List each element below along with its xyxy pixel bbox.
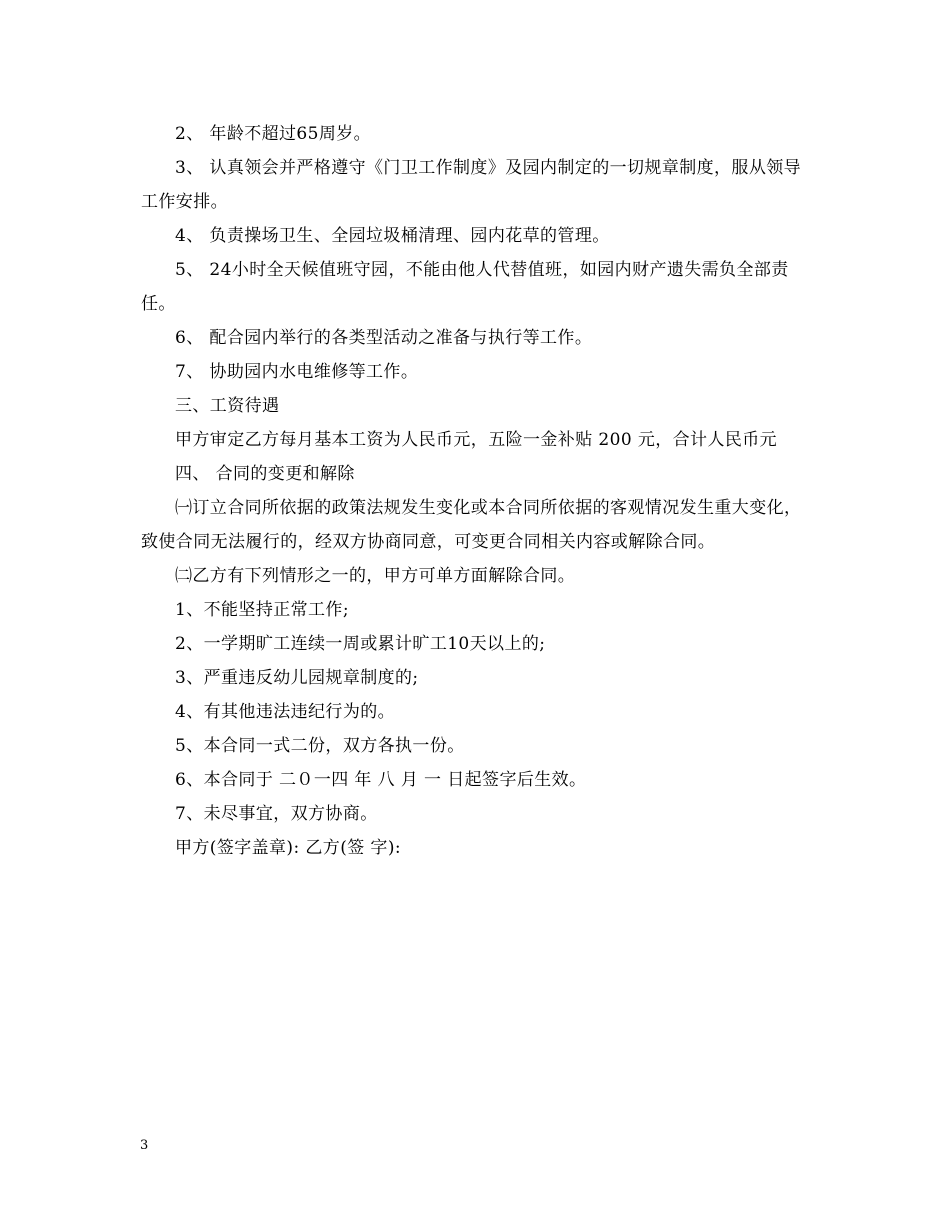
list-item-termination-1: 1、不能坚持正常工作; [175, 600, 349, 620]
paragraph-change-2: ㈡乙方有下列情形之一的，甲方可单方面解除合同。 [175, 566, 576, 586]
paragraph-change-1: ㈠订立合同所依据的政策法规发生变化或本合同所依据的客观情况发生重大变化，致使合同无法履行的，经双方协商同意，可变更合同相关内容或解除合同。 [141, 498, 802, 552]
list-item-copies: 5、本合同一式二份，双方各执一份。 [175, 736, 465, 756]
document-body [141, 117, 813, 865]
signature-line: 甲方(签字盖章): 乙方(签 字): [175, 838, 401, 858]
list-item-termination-4: 4、有其他违法违纪行为的。 [175, 702, 396, 722]
paragraph-duty-5: 5、 24小时全天候值班守园，不能由他人代替值班，如园内财产遗失需负全部责任。 [141, 260, 789, 314]
section-heading-changes: 四、 合同的变更和解除 [175, 464, 355, 484]
paragraph-duty-4: 4、 负责操场卫生、全园垃圾桶清理、园内花草的管理。 [175, 226, 610, 246]
list-item-negotiation: 7、未尽事宜，双方协商。 [175, 804, 378, 824]
list-item-effective-date: 6、本合同于 二０一四 年 八 月 一 日起签字后生效。 [175, 770, 587, 790]
list-item-termination-3: 3、严重违反幼儿园规章制度的; [175, 668, 419, 688]
page-number: 3 [140, 1138, 149, 1153]
paragraph-duty-2: 2、 年龄不超过65周岁。 [175, 124, 372, 144]
paragraph-duty-6: 6、 配合园内举行的各类型活动之准备与执行等工作。 [175, 328, 593, 348]
paragraph-duty-3: 3、 认真领会并严格遵守《门卫工作制度》及园内制定的一切规章制度，服从领导工作安排。 [141, 158, 802, 212]
paragraph-duty-7: 7、 协助园内水电维修等工作。 [175, 362, 419, 382]
paragraph-salary: 甲方审定乙方每月基本工资为人民币元，五险一金补贴 200 元，合计人民币元 [175, 430, 778, 450]
section-heading-salary: 三、工资待遇 [175, 396, 280, 416]
list-item-termination-2: 2、一学期旷工连续一周或累计旷工10天以上的; [175, 634, 546, 654]
